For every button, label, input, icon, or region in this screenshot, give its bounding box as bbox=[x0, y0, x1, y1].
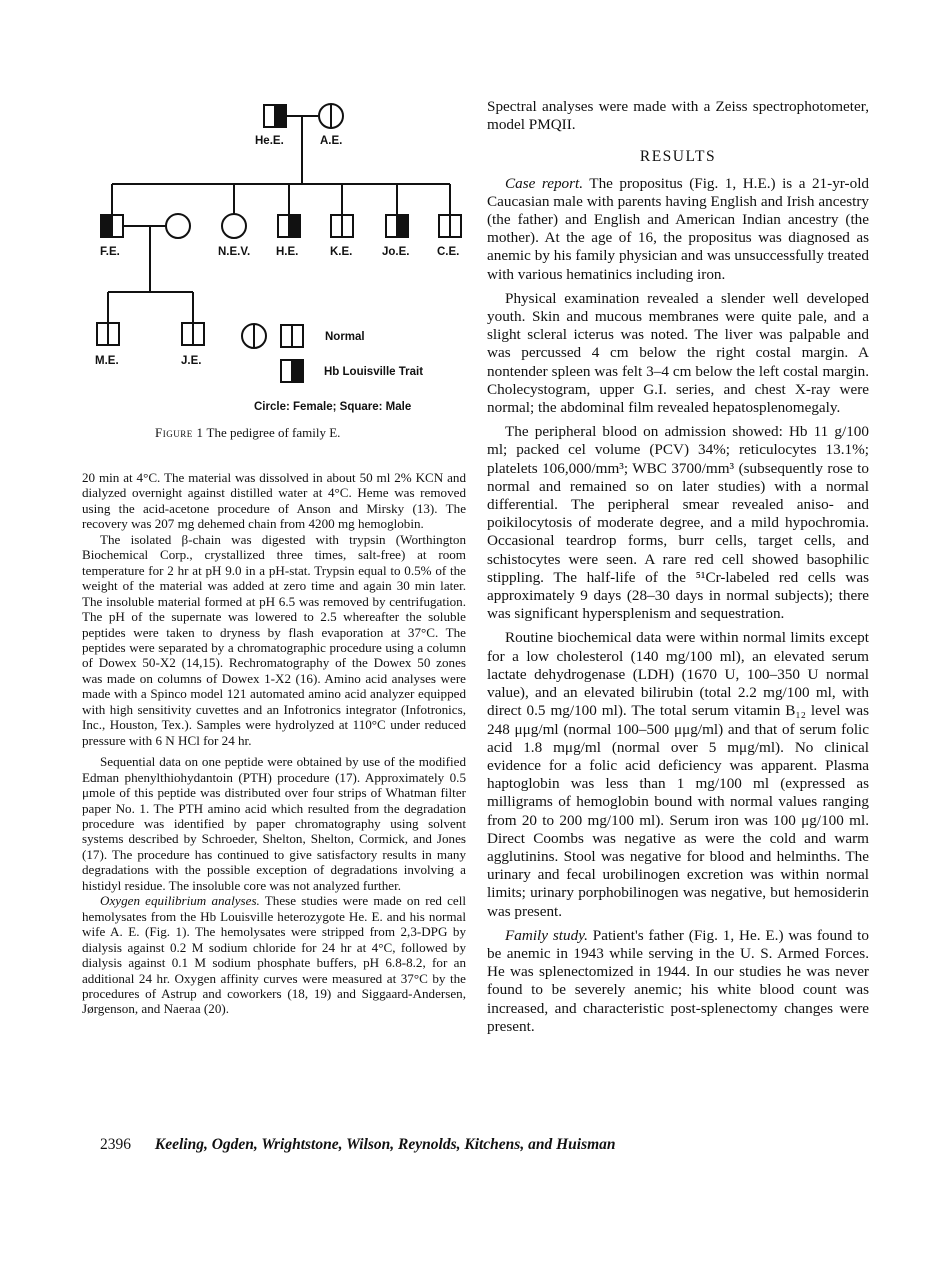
paragraph-lead: Family study. bbox=[505, 926, 588, 944]
paragraph: 20 min at 4°C. The material was dissolved in about 50 ml 2% KCN and dialyzed overnight against distilled water at 4°C. Heme was removed using the acid-acetone procedure of Anson and Mirsky (13). The recovery was 207 mg dehemed chain from 4200 mg hemoglobin. bbox=[82, 470, 466, 532]
paragraph: Routine biochemical data were within normal limits except for a low cholesterol (140 mg/100 ml), an elevated serum lactate dehydrogenase (LDH) (1670 U, 100–350 U normal value), and an elevated bilirubin (total 2.2 mg/100 ml, with direct 0.5 mg/100 ml). The total serum vitamin B₁₂ level was 248 μμg/ml (normal 100–500 μμg/ml) and that of serum folic acid 1.8 mμg/ml (normal over 5 mμg/ml). No clinical evidence for a folic acid deficiency was apparent. Plasma haptoglobin was less than 1 mg/100 ml (expressed as milligrams of hemoglobin bound with normal values ranging from 20 to 200 mg/100 ml). Serum iron was 100 μg/100 ml. Direct Coombs was negative as were the cold and warm agglutinins. Stool was negative for blood and helminths. The urinary and fecal urobilinogen excretion was within normal limits; urinary porphobilinogen was negative, but hemosiderin was present. bbox=[487, 629, 869, 920]
pedigree-diagram bbox=[80, 92, 470, 422]
paragraph-body: These studies were made on red cell hemolysates from the Hb Louisville heterozygote He. E. and his normal wife A. E. (Fig. 1). The hemolysates were stripped from 2,3-DPG by dialysis against 0.2 M sodium chloride for 24 hr at 4°C, followed by dialysis against 0.1 M sodium phosphate buffers, pH 6.8-8.2, for an additional 24 hr. Oxygen affinity curves were measured at 37°C by the procedures of Astrup and coworkers (18, 19) and Siggaard-Andersen, Jørgenson, and Naeraa (20). bbox=[82, 893, 467, 1017]
right-column bbox=[487, 98, 869, 1036]
paragraph: The isolated β-chain was digested with trypsin (Worthington Biochemical Corp., crystallized three times, salt-free) at room temperature for 2 hr at pH 9.0 in a pH-stat. Trypsin equal to 0.5% of the weight of the material was added at zero time and again 30 min later. The insoluble material formed at pH 6.5 was removed by centrifugation. The pH of the supernate was lowered to 2.5 whereafter the soluble peptides were taken to dryness by flash evaporation at 37°C. The peptides were separated by a chromatographic procedure using a column of Dowex 50-X2 (14,15). Rechromatography of the Dowex 50 zones was made on columns of Dowex 1-X2 (16). Amino acid analyses were made with a Spinco model 121 automated amino acid analyzer equipped with high sensitivity cuvettes and an Infotronics integrator (Infotronics, Inc., Houston, Tex.). Samples were hydrolyzed at 110°C under reduced pressure with 6 N HCl for 24 hr. bbox=[82, 531, 466, 748]
label-k-e: K.E. bbox=[330, 246, 353, 258]
caption-text: The pedigree of family E. bbox=[206, 425, 341, 440]
paragraph bbox=[487, 927, 869, 1036]
paragraph bbox=[82, 893, 466, 1017]
figure-caption bbox=[155, 425, 455, 441]
paragraph bbox=[487, 175, 869, 284]
page-number: 2396 bbox=[100, 1136, 131, 1153]
page-footer bbox=[100, 1136, 860, 1154]
paragraph: Physical examination revealed a slender well developed youth. Skin and mucous membranes were quite pale, and a slight scleral icterus was noted. The liver was palpable and was percussed 4 cm below the right costal margin. A nontender spleen was felt 3–4 cm below the left costal margin. Cholecystogram, upper G.I. series, and chest X-ray were normal; the abdominal film revealed hepatosplenomegaly. bbox=[487, 289, 869, 417]
legend-normal: Normal bbox=[325, 331, 365, 343]
paragraph-body: Patient's father (Fig. 1, He. E.) was found to be anemic in 1943 while serving in the U. S. Armed Forces. He was splenectomized in 1944. In our studies he was never found to be severely anemic; his white blood count was increased, and characteristic post-splenectomy changes were present. bbox=[487, 926, 869, 1035]
legend-key: Circle: Female; Square: Male bbox=[254, 401, 412, 413]
label-h-e: H.E. bbox=[276, 246, 299, 258]
label-jo-e: Jo.E. bbox=[382, 246, 410, 258]
running-authors: Keeling, Ogden, Wrightstone, Wilson, Reynolds, Kitchens, and Huisman bbox=[154, 1136, 616, 1153]
left-column bbox=[82, 470, 466, 1017]
label-c-e: C.E. bbox=[437, 246, 460, 258]
label-a-e: A.E. bbox=[320, 135, 343, 147]
paragraph-lead: Case report. bbox=[505, 174, 584, 192]
paragraph-lead: Oxygen equilibrium analyses. bbox=[100, 893, 260, 909]
legend-trait: Hb Louisville Trait bbox=[324, 366, 424, 378]
paragraph: Sequential data on one peptide were obtained by use of the modified Edman phenylthiohydantoin (PTH) procedure (17). Approximately 0.5 μmole of this peptide was distributed over four strips of Whatman filter paper No. 1. The PTH amino acid which resulted from the degradation procedure was identified by paper chromatography using solvent systems described by Schroeder, Shelton, Shelton, Cormick, and Jones (17). The procedure has continued to give satisfactory results in many degradations with the possible exception of degradations involving a histidyl residue. The insoluble core was not analyzed further. bbox=[82, 754, 466, 893]
pedigree-figure bbox=[80, 92, 470, 452]
n-e-v-symbol bbox=[222, 214, 246, 238]
paragraph: The peripheral blood on admission showed: Hb 11 g/100 ml; packed cel volume (PCV) 34%; reticulocytes 13.1%; platelets 106,000/mm³; WBC 3700/mm³ (subsequently rose to normal and remained so on later studies) with a normal differential. The peripheral smear revealed aniso- and poikilocytosis of moderate degree, and a mild hypochromia. Occasional teardrop forms, burr cells, target cells, and schistocytes were seen. A rare red cell showed basophilic stippling. The half-life of the ⁵¹Cr-labeled red cells was approximately 9 days (28–30 days in normal subjects); there was significant hypersplenism and sequestration. bbox=[487, 423, 869, 623]
label-m-e: M.E. bbox=[95, 355, 119, 367]
paragraph: Spectral analyses were made with a Zeiss spectrophotometer, model PMQII. bbox=[487, 98, 869, 134]
paragraph-body: The propositus (Fig. 1, H.E.) is a 21-yr-old Caucasian male with parents having English and Irish ancestry (the father) and English and American Indian ancestry (the mother). At the age of 16, the propositus was diagnosed as anemic by his family physician and was unsuccessfully treated with various hematinics including iron. bbox=[487, 174, 870, 283]
label-f-e: F.E. bbox=[100, 246, 120, 258]
label-j-e: J.E. bbox=[181, 355, 202, 367]
label-he-e: He.E. bbox=[255, 135, 284, 147]
section-heading: RESULTS bbox=[639, 148, 717, 166]
caption-label: Figure 1 bbox=[155, 425, 204, 440]
label-n-e-v: N.E.V. bbox=[218, 246, 251, 258]
